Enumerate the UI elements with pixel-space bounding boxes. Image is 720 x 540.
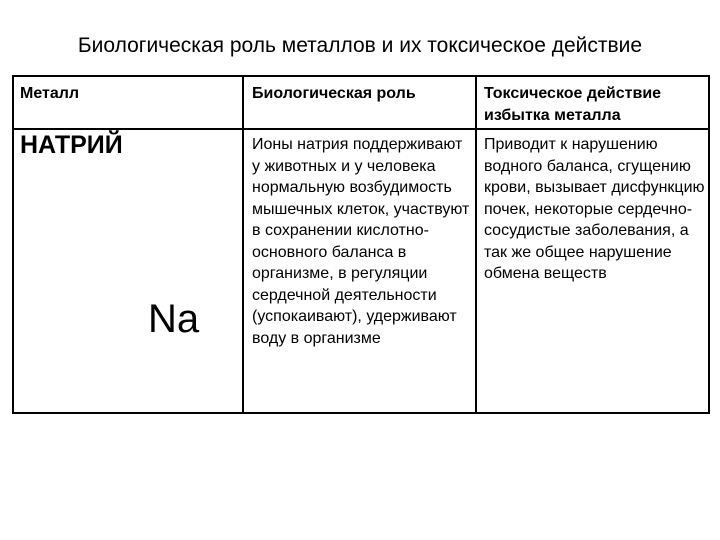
toxic-effect-text: Приводит к нарушению водного баланса, сгущению крови, вызывает дисфункцию почек, некоторые сердечно-сосудистые заболевания, а так же общее нарушение обмена веществ bbox=[484, 136, 705, 282]
metal-symbol: Na bbox=[148, 297, 200, 341]
header-divider bbox=[14, 128, 708, 130]
metals-table bbox=[12, 75, 710, 414]
header-metal: Металл bbox=[20, 85, 80, 102]
metal-name: НАТРИЙ bbox=[20, 131, 123, 159]
header-toxic-effect: Токсическое действие избытка металла bbox=[484, 85, 662, 124]
slide-title: Биологическая роль металлов и их токсическое действие bbox=[77, 34, 643, 57]
bio-role-text: Ионы натрия поддерживают у животных и у человека нормальную возбудимость мышечных клеток, участвуют в сохранении кислотно-основного баланса в организме, в регуляции сердечной деятельности (успокаивают), удерживают воду в организме bbox=[252, 136, 470, 347]
header-bio-role: Биологическая роль bbox=[252, 85, 416, 102]
